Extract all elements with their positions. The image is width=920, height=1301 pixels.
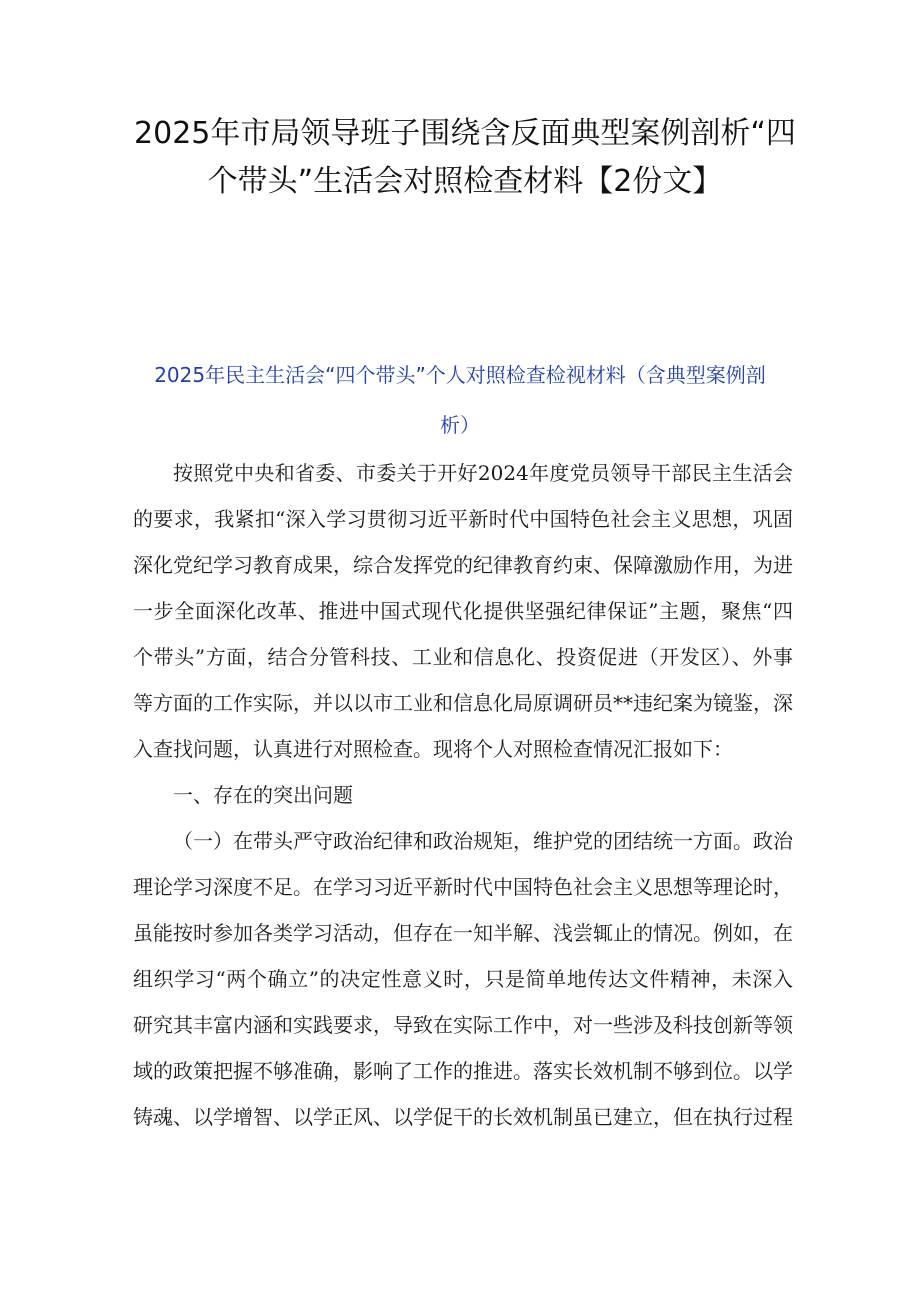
document-body: [133, 450, 793, 1140]
section-paragraph: （一）在带头严守政治纪律和政治规矩，维护党的团结统一方面。政治理论学习深度不足。在学习习近平新时代中国特色社会主义思想等理论时，虽能按时参加各类学习活动，但存在一知半解、浅尝辄止的情况。例如，在组织学习“两个确立”的决定性意义时，只是简单地传达文件精神，未深入研究其丰富内涵和实践要求，导致在实际工作中，对一些涉及科技创新等领域的政策把握不够准确，影响了工作的推进。落实长效机制不够到位。以学铸魂、以学增智、以学正风、以学促干的长效机制虽已建立，但在执行过程: [133, 829, 793, 1129]
section-heading: 一、存在的突出问题: [173, 783, 353, 807]
intro-paragraph: 按照党中央和省委、市委关于开好2024年度党员领导干部民主生活会的要求，我紧扣“深入学习贯彻习近平新时代中国特色社会主义思想，巩固深化党纪学习教育成果，综合发挥党的纪律教育约束、保障激励作用，为进一步全面深化改革、推进中国式现代化提供坚强纪律保证”主题，聚焦“四个带头”方面，结合分管科技、工业和信息化、投资促进（开发区）、外事等方面的工作实际，并以以市工业和信息化局原调研员**违纪案为镜鉴，深入查找问题，认真进行对照检查。现将个人对照检查情况汇报如下：: [133, 461, 793, 761]
document-subtitle: 2025年民主生活会“四个带头”个人对照检查检视材料（含典型案例剖析）: [154, 363, 766, 437]
document-title: 2025年市局领导班子围绕含反面典型案例剖析“四个带头”生活会对照检查材料【2份文】: [134, 116, 796, 199]
